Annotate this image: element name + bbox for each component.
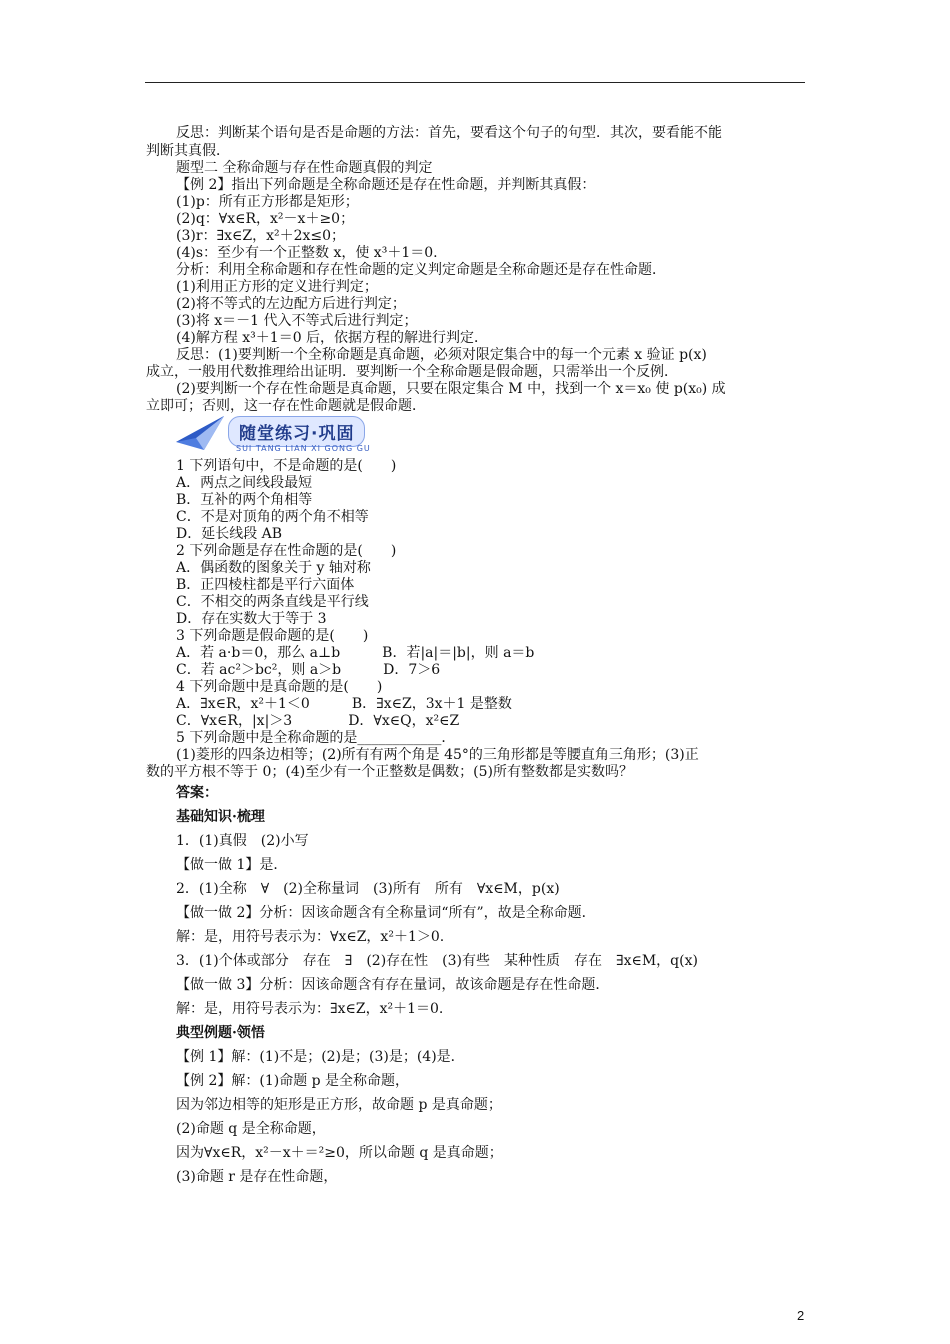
paper-plane-icon: [174, 412, 226, 454]
text-line: 【例 2】指出下列命题是全称命题还是存在性命题，并判断其真假：: [176, 177, 596, 193]
question: 3 下列命题是假命题的是( ): [176, 628, 369, 644]
answer-line: (2)命题 q 是全称命题，: [176, 1121, 326, 1137]
question: 2 下列命题是存在性命题的是( ): [176, 543, 397, 559]
text-line: 分析：利用全称命题和存在性命题的定义判定命题是全称命题还是存在性命题．: [176, 262, 666, 278]
badge-title: 随堂练习·巩固: [228, 416, 365, 447]
option: A．∃x∈R，x²＋1＜0 B．∃x∈Z，3x＋1 是整数: [176, 696, 512, 712]
text-line: (1)利用正方形的定义进行判定；: [176, 279, 378, 295]
question: 5 下列命题中是全称命题的是____________．: [176, 730, 456, 746]
text-line: 数的平方根不等于 0；(4)至少有一个正整数是偶数；(5)所有整数都是实数吗？: [146, 764, 634, 780]
page-number: 2: [797, 1308, 805, 1323]
text-line: 反思：(1)要判断一个全称命题是真命题，必须对限定集合中的每一个元素 x 验证 p(x): [176, 347, 707, 363]
text-line: (1)p：所有正方形都是矩形；: [176, 194, 359, 210]
text-line: (2)q：∀x∈R，x²－x＋≥0；: [176, 211, 355, 227]
question: 4 下列命题中是真命题的是( ): [176, 679, 383, 695]
answer-line: 因为邻边相等的矩形是正方形，故命题 p 是真命题；: [176, 1097, 502, 1113]
option: D．延长线段 AB: [176, 526, 283, 542]
answer-line: 【例 1】解：(1)不是；(2)是；(3)是；(4)是．: [176, 1049, 465, 1065]
option: D．存在实数大于等于 3: [176, 611, 327, 627]
answer-line: 【做一做 2】分析：因该命题含有全称量词“所有”，故是全称命题．: [176, 905, 596, 921]
text-line: (3)r：∃x∈Z，x²＋2x≤0；: [176, 228, 346, 244]
option: C．不是对顶角的两个角不相等: [176, 509, 369, 525]
section-badge: [170, 410, 398, 458]
text-line: 成立，一般用代数推理给出证明．要判断一个全称命题是假命题，只需举出一个反例．: [146, 364, 678, 380]
answer-line: 【例 2】解：(1)命题 p 是全称命题，: [176, 1073, 410, 1089]
text-line: (2)要判断一个存在性命题是真命题，只要在限定集合 M 中，找到一个 x＝x₀ 使 p(x₀) 成: [176, 381, 726, 397]
text-line: (1)菱形的四条边相等；(2)所有有两个角是 45°的三角形都是等腰直角三角形；(3)正: [176, 747, 699, 763]
text-line: 反思：判断某个语句是否是命题的方法：首先，要看这个句子的句型．其次，要看能不能: [176, 125, 722, 141]
answer-line: 因为∀x∈R，x²－x＋＝²≥0，所以命题 q 是真命题；: [176, 1145, 503, 1161]
answer-line: 3．(1)个体或部分 存在 ∃ (2)存在性 (3)有些 某种性质 存在 ∃x∈M，q(x): [176, 953, 698, 969]
text-line: (3)将 x＝－1 代入不等式后进行判定；: [176, 313, 418, 329]
option: B．正四棱柱都是平行六面体: [176, 577, 355, 593]
section-heading: 题型二 全称命题与存在性命题真假的判定: [176, 160, 433, 176]
answer-line: 1．(1)真假 (2)小写: [176, 833, 309, 849]
header-rule: [145, 82, 805, 83]
text-line: (2)将不等式的左边配方后进行判定；: [176, 296, 406, 312]
badge-subtitle: SUI TANG LIAN XI GONG GU: [236, 444, 371, 453]
option: A．若 a·b＝0，那么 a⊥b B．若|a|＝|b|，则 a＝b: [176, 645, 535, 661]
answer-line: 解：是，用符号表示为：∀x∈Z，x²＋1＞0.: [176, 929, 445, 945]
option: C．若 ac²＞bc²，则 a＞b D．7＞6: [176, 662, 441, 678]
answer-section-heading: 基础知识·梳理: [176, 809, 265, 825]
question: 1 下列语句中，不是命题的是( ): [176, 458, 397, 474]
answer-line: (3)命题 r 是存在性命题，: [176, 1169, 338, 1185]
answer-line: 【做一做 1】是．: [176, 857, 288, 873]
answers-heading: 答案：: [176, 785, 218, 801]
text-line: 判断其真假．: [146, 143, 230, 159]
option: B．互补的两个角相等: [176, 492, 313, 508]
answer-line: 解：是，用符号表示为：∃x∈Z，x²＋1＝0.: [176, 1001, 444, 1017]
option: C．∀x∈R，|x|＞3 D．∀x∈Q，x²∈Z: [176, 713, 460, 729]
answer-line: 【做一做 3】分析：因该命题含有存在量词，故该命题是存在性命题．: [176, 977, 610, 993]
answer-section-heading: 典型例题·领悟: [176, 1025, 265, 1041]
answer-line: 2．(1)全称 ∀ (2)全称量词 (3)所有 所有 ∀x∈M，p(x): [176, 881, 560, 897]
option: A．两点之间线段最短: [176, 475, 313, 491]
option: A．偶函数的图象关于 y 轴对称: [176, 560, 371, 576]
text-line: (4)s：至少有一个正整数 x，使 x³＋1＝0.: [176, 245, 438, 261]
text-line: 立即可；否则，这一存在性命题就是假命题．: [146, 398, 426, 414]
text-line: (4)解方程 x³＋1＝0 后，依据方程的解进行判定．: [176, 330, 489, 346]
option: C．不相交的两条直线是平行线: [176, 594, 369, 610]
